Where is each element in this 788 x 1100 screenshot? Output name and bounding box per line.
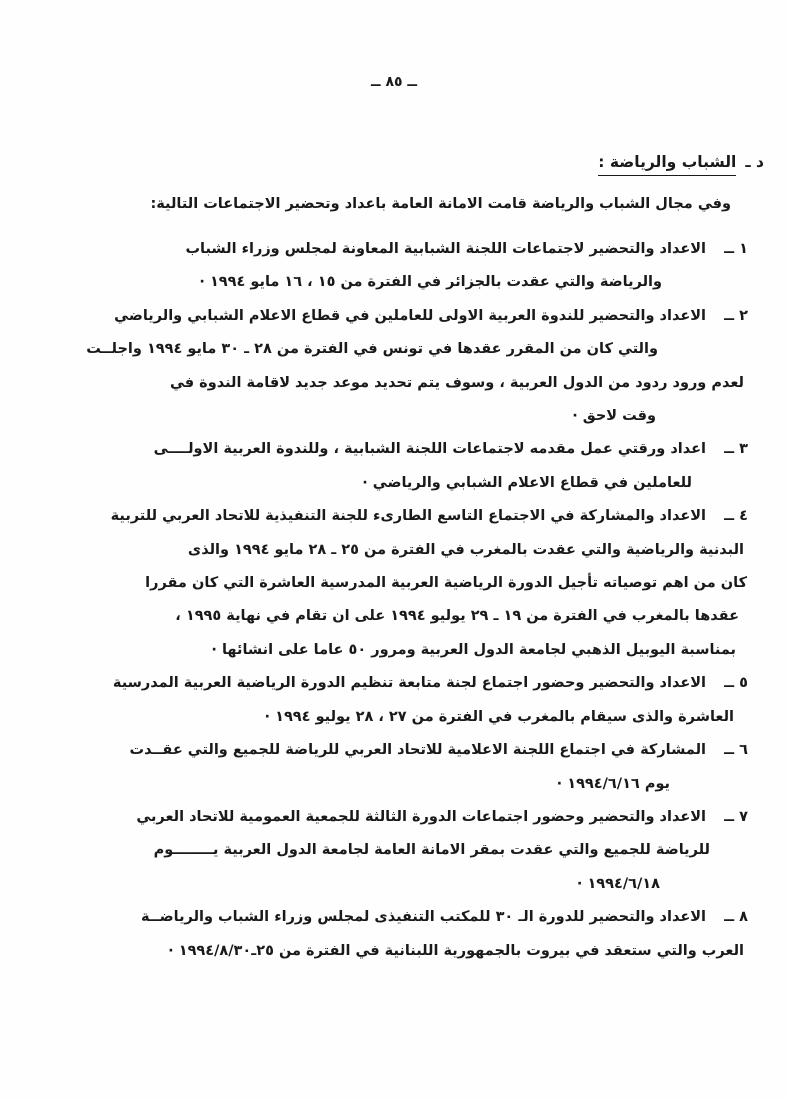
list-item	[100, 901, 764, 968]
intro-paragraph: وفي مجال الشباب والرياضة قامت الامانة العامة باعداد وتحضير الاجتماعات التالية:	[150, 196, 731, 212]
item-line: يوم ١٩٩٤/٦/١٦ ·	[556, 775, 670, 792]
item-line: عقدها بالمغرب في الفترة من ١٩ ـ ٢٩ يوليو ١٩٩٤ على ان تقام في نهاية ١٩٩٥ ،	[175, 608, 739, 625]
item-line: العاشرة والذى سيقام بالمغرب في الفترة من ٢٧ ، ٢٨ يوليو ١٩٩٤ ·	[264, 708, 734, 725]
item-line: لعدم ورود ردود من الدول العربية ، وسوف يتم تحديد موعد جديد لاقامة الندوة في	[169, 374, 744, 391]
events-list	[86, 233, 764, 968]
item-line: ١٩٩٤/٦/١٨ ·	[576, 875, 660, 892]
item-line: اعداد ورقتي عمل مقدمه لاجتماعات اللجنة الشبابية ، وللندوة العربية الاولــــى	[153, 441, 706, 458]
list-item	[100, 500, 764, 667]
section-heading-title: الشباب والرياضة :	[598, 153, 736, 176]
item-line: والرياضة والتي عقدت بالجزائر في الفترة من ١٥ ، ١٦ مايو ١٩٩٤ ·	[199, 274, 662, 291]
item-body	[100, 801, 710, 901]
item-line: للعاملين في قطاع الاعلام الشبابي والرياضي ·	[362, 474, 692, 491]
item-number: ٦ ــ	[724, 742, 748, 759]
page-number: ــ ٨٥ ــ	[371, 74, 417, 90]
list-item	[100, 233, 764, 300]
item-line: وقت لاحق ·	[572, 408, 656, 425]
item-line: والتي كان من المقرر عقدها في تونس في الفترة من ٢٨ ـ ٣٠ مايو ١٩٩٤ واجلــت	[86, 341, 658, 358]
item-number: ٤ ــ	[724, 508, 748, 525]
item-body	[100, 433, 706, 500]
list-item	[100, 801, 764, 901]
item-body	[100, 233, 706, 300]
item-line: الاعداد والتحضير وحضور اجتماع لجنة متابعة تنظيم الدورة الرياضية العربية المدرسية	[112, 675, 706, 692]
item-line: بمناسبة اليوبيل الذهبي لجامعة الدول العربية ومرور ٥٠ عاما على انشائها ·	[211, 641, 736, 658]
item-line: المشاركة في اجتماع اللجنة الاعلامية للاتحاد العربي للرياضة للجميع والتي عقــدت	[129, 742, 706, 759]
item-number: ٣ ــ	[724, 441, 748, 458]
item-body	[100, 734, 706, 801]
item-number: ٥ ــ	[724, 675, 748, 692]
section-heading-prefix: د ـ	[745, 153, 764, 171]
list-item	[100, 667, 764, 734]
item-body	[100, 667, 734, 734]
item-line: الاعداد والتحضير وحضور اجتماعات الدورة الثالثة للجمعية العمومية للاتحاد العربي	[136, 808, 706, 825]
item-line: الاعداد والتحضير للندوة العربية الاولى للعاملين في قطاع الاعلام الشبابي والرياضي	[114, 307, 706, 324]
list-item	[100, 433, 764, 500]
item-line: البدنية والرياضية والتي عقدت بالمغرب في الفترة من ٢٥ ـ ٢٨ مايو ١٩٩٤ والذى	[187, 541, 744, 558]
item-line: كان من اهم توصياته تأجيل الدورة الرياضية العربية المدرسية العاشرة التي كان مقررا	[145, 575, 747, 592]
item-number: ٨ ــ	[724, 909, 748, 926]
list-item	[86, 300, 764, 434]
section-heading	[598, 153, 764, 176]
item-number: ١ ــ	[724, 241, 748, 257]
item-line: الاعداد والتحضير للدورة الـ ٣٠ للمكتب التنفيذى لمجلس وزراء الشباب والرياضــة	[140, 909, 706, 926]
item-line: الاعداد والمشاركة في الاجتماع التاسع الطارىء للجنة التنفيذية للاتحاد العربي للتربية	[110, 508, 706, 525]
item-number: ٢ ــ	[724, 307, 748, 324]
item-line: للرياضة للجميع والتي عقدت بمقر الامانة العامة لجامعة الدول العربية يــــــــوم	[153, 842, 710, 859]
item-line: الاعداد والتحضير لاجتماعات اللجنة الشبابية المعاونة لمجلس وزراء الشباب	[185, 241, 706, 257]
item-line: العرب والتي ستعقد في بيروت بالجمهورية اللبنانية في الفترة من ٢٥ـ١٩٩٤/٨/٣٠ ·	[168, 942, 744, 959]
item-number: ٧ ــ	[724, 808, 748, 825]
list-item	[100, 734, 764, 801]
